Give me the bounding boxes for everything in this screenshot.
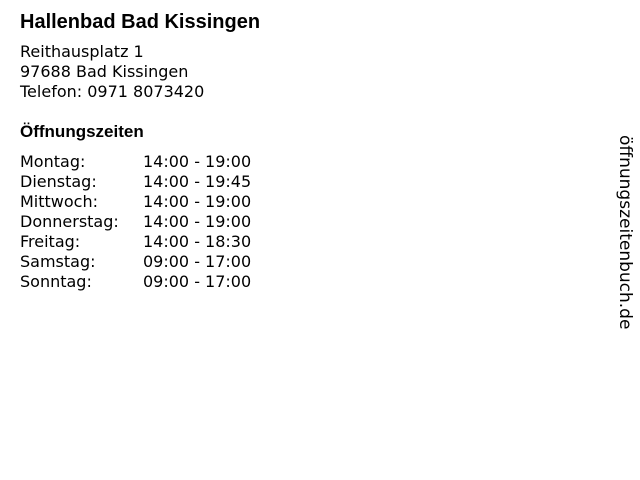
city-address: 97688 Bad Kissingen bbox=[20, 62, 189, 81]
place-card bbox=[20, 10, 580, 292]
day-label: Donnerstag: bbox=[20, 212, 119, 231]
time-range: 14:00 - 19:00 bbox=[143, 192, 252, 211]
day-label: Mittwoch: bbox=[20, 192, 98, 211]
time-range: 09:00 - 17:00 bbox=[143, 272, 252, 291]
address-block bbox=[20, 42, 580, 102]
day-label: Samstag: bbox=[20, 252, 96, 271]
time-range: 14:00 - 19:00 bbox=[143, 212, 252, 231]
day-label: Freitag: bbox=[20, 232, 81, 251]
street-address: Reithausplatz 1 bbox=[20, 42, 144, 61]
phone-number: Telefon: 0971 8073420 bbox=[20, 82, 205, 101]
opening-hours-table bbox=[20, 152, 251, 292]
day-label: Montag: bbox=[20, 152, 86, 171]
day-label: Sonntag: bbox=[20, 272, 92, 291]
hours-row-friday bbox=[20, 232, 251, 252]
hours-row-monday bbox=[20, 152, 251, 172]
hours-row-saturday bbox=[20, 252, 251, 272]
hours-row-thursday bbox=[20, 212, 251, 232]
opening-hours-heading: Öffnungszeiten bbox=[20, 122, 144, 141]
brand-text: öffnungszeitenbuch.de bbox=[615, 135, 635, 330]
time-range: 14:00 - 19:45 bbox=[143, 172, 252, 191]
time-range: 14:00 - 18:30 bbox=[143, 232, 252, 251]
day-label: Dienstag: bbox=[20, 172, 97, 191]
hours-row-wednesday bbox=[20, 192, 251, 212]
brand-watermark bbox=[612, 135, 640, 335]
time-range: 09:00 - 17:00 bbox=[143, 252, 252, 271]
hours-row-tuesday bbox=[20, 172, 251, 192]
place-title: Hallenbad Bad Kissingen bbox=[20, 11, 261, 33]
hours-row-sunday bbox=[20, 272, 251, 292]
time-range: 14:00 - 19:00 bbox=[143, 152, 252, 171]
